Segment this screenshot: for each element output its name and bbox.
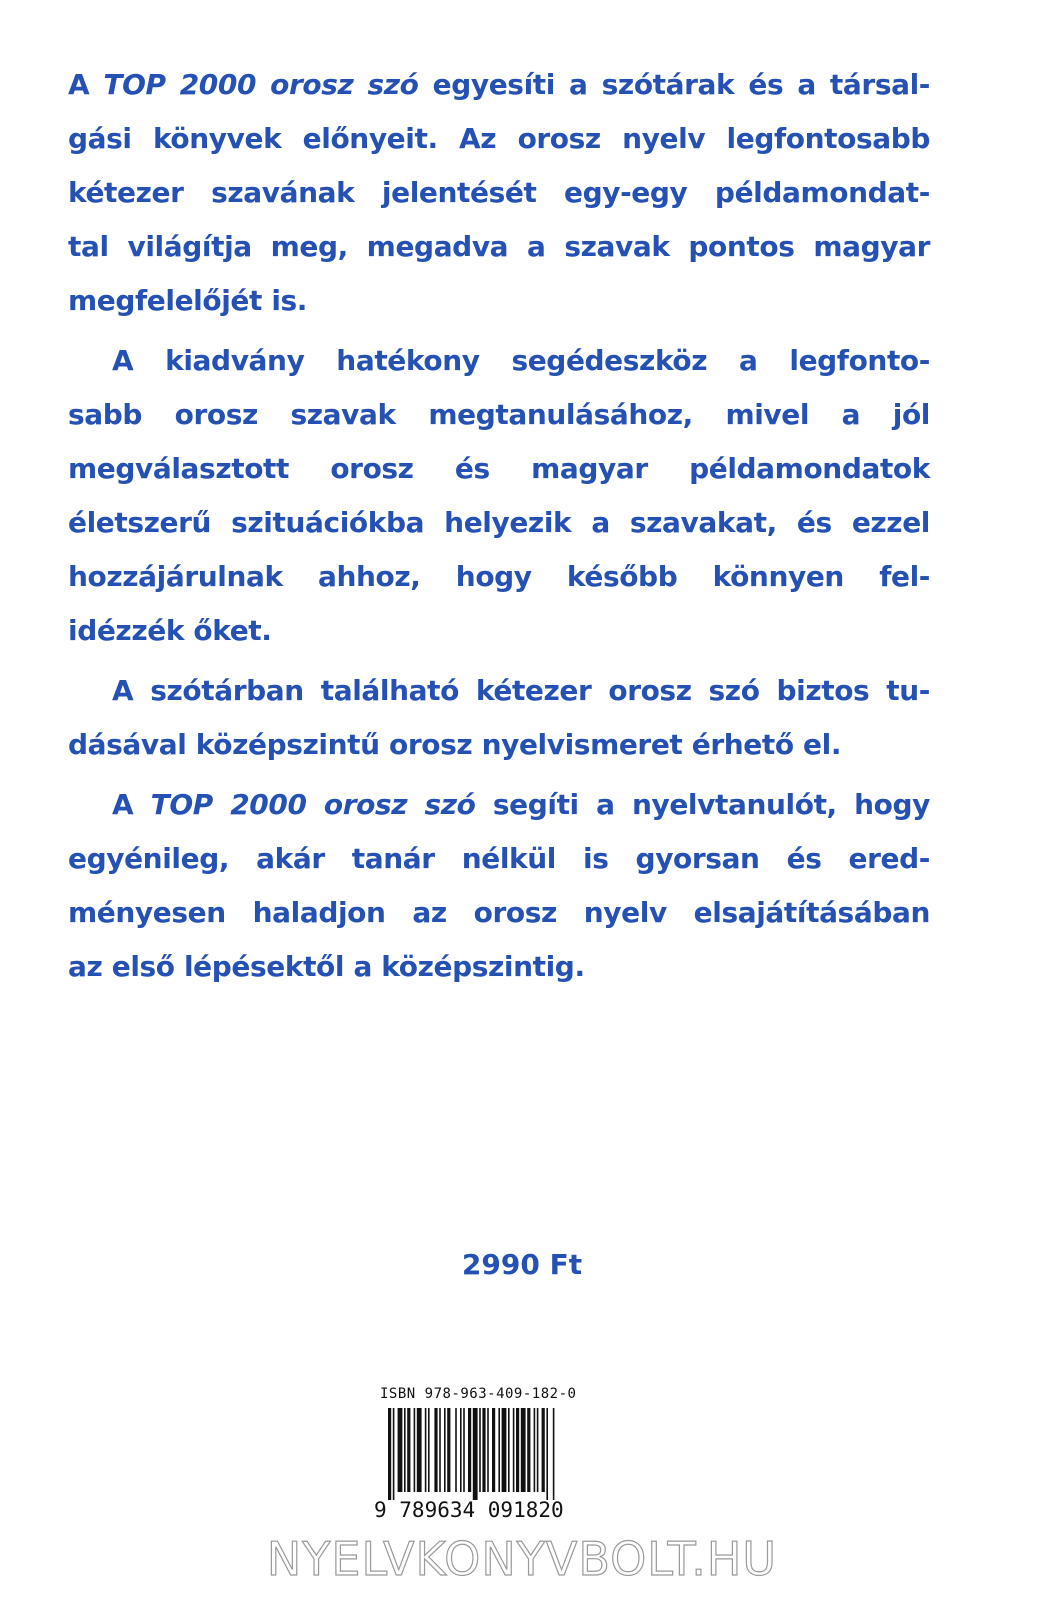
text-line (68, 718, 930, 772)
barcode-bar (398, 1408, 403, 1492)
barcode-bar (455, 1408, 457, 1492)
barcode-bar (447, 1408, 450, 1492)
barcode-bar (487, 1408, 489, 1492)
barcode-bar (425, 1408, 427, 1492)
barcode-bar (516, 1408, 519, 1492)
text-segment: az első lépésektől a középszintig. (68, 950, 585, 983)
isbn-label: ISBN 978-963-409-182-0 (380, 1386, 577, 1402)
barcode-bar (537, 1408, 539, 1492)
text-segment: tal világítja meg, megadva a szavak pontos magyar (68, 230, 930, 263)
barcode-bar (407, 1408, 410, 1492)
barcode-bar (460, 1408, 462, 1492)
barcode-bar (473, 1408, 478, 1500)
text-segment: kétezer szavának jelentését egy-egy példamondat- (68, 176, 930, 209)
text-line (68, 112, 930, 166)
text-segment: idézzék őket. (68, 614, 272, 647)
barcode-bar (553, 1408, 555, 1500)
barcode-bar (404, 1408, 406, 1492)
text-segment: egyénileg, akár tanár nélkül is gyorsan és ered- (68, 842, 930, 875)
isbn-barcode (374, 1386, 626, 1524)
barcode-bar (428, 1408, 430, 1492)
barcode-bar (513, 1408, 515, 1492)
barcode-bars (374, 1408, 626, 1500)
text-segment: dásával középszintű orosz nyelvismeret érhető el. (68, 728, 842, 761)
text-segment: A (68, 68, 104, 101)
barcode-bar (508, 1408, 510, 1492)
barcode-bar (393, 1408, 395, 1500)
barcode-bar (492, 1408, 495, 1492)
text-line (68, 832, 930, 886)
barcode-bar (546, 1408, 548, 1500)
barcode-bar (482, 1408, 485, 1492)
text-segment: életszerű szituációkba helyezik a szavakat, és ezzel (68, 506, 930, 539)
barcode-bar (468, 1408, 471, 1492)
text-line (68, 604, 930, 658)
watermark: NYELVKONYVBOLT.HU (266, 1532, 778, 1586)
text-line (68, 778, 930, 832)
text-segment: egyesíti a szótárak és a társal- (418, 68, 930, 101)
barcode-bar (479, 1408, 481, 1492)
text-line (68, 886, 930, 940)
text-line (68, 442, 930, 496)
text-line (68, 166, 930, 220)
text-line (68, 664, 930, 718)
barcode-bar (434, 1408, 437, 1492)
text-segment: hozzájárulnak ahhoz, hogy később könnyen fel- (68, 560, 930, 593)
text-segment: A kiadvány hatékony segédeszköz a legfonto- (112, 344, 930, 377)
barcode-bar (444, 1408, 446, 1492)
text-segment: megválasztott orosz és magyar példamondatok (68, 452, 930, 485)
price-label: 2990 Ft (461, 1248, 583, 1281)
text-segment: gási könyvek előnyeit. Az orosz nyelv legfontosabb (68, 122, 930, 155)
text-line (68, 274, 930, 328)
book-title-italic: TOP 2000 orosz szó (103, 68, 419, 101)
barcode-bar (534, 1408, 536, 1492)
text-line (68, 550, 930, 604)
barcode-bar (502, 1408, 507, 1492)
barcode-bar (542, 1408, 545, 1492)
text-segment: A (112, 788, 151, 821)
text-line (68, 220, 930, 274)
text-segment: ményesen haladjon az orosz nyelv elsajátításában (68, 896, 930, 929)
barcode-bar (527, 1408, 530, 1492)
book-title-italic: TOP 2000 orosz szó (150, 788, 476, 821)
barcode-bar (414, 1408, 416, 1492)
text-segment: A szótárban található kétezer orosz szó biztos tu- (112, 674, 930, 707)
text-segment: segíti a nyelvtanulót, hogy (475, 788, 931, 821)
barcode-bar (388, 1408, 391, 1500)
barcode-digits: 9 789634 091820 (374, 1498, 564, 1522)
text-line (68, 58, 930, 112)
text-segment: megfelelőjét is. (68, 284, 308, 317)
text-line (68, 940, 930, 994)
barcode-bar (463, 1408, 465, 1492)
text-line (68, 388, 930, 442)
text-line (68, 334, 930, 388)
barcode-bar (417, 1408, 422, 1492)
barcode-bar (439, 1408, 441, 1492)
back-cover-text (68, 58, 930, 994)
text-line (68, 496, 930, 550)
text-segment: sabb orosz szavak megtanulásához, mivel a jól (68, 398, 930, 431)
barcode-bar (498, 1408, 500, 1492)
barcode-bar (521, 1408, 526, 1492)
